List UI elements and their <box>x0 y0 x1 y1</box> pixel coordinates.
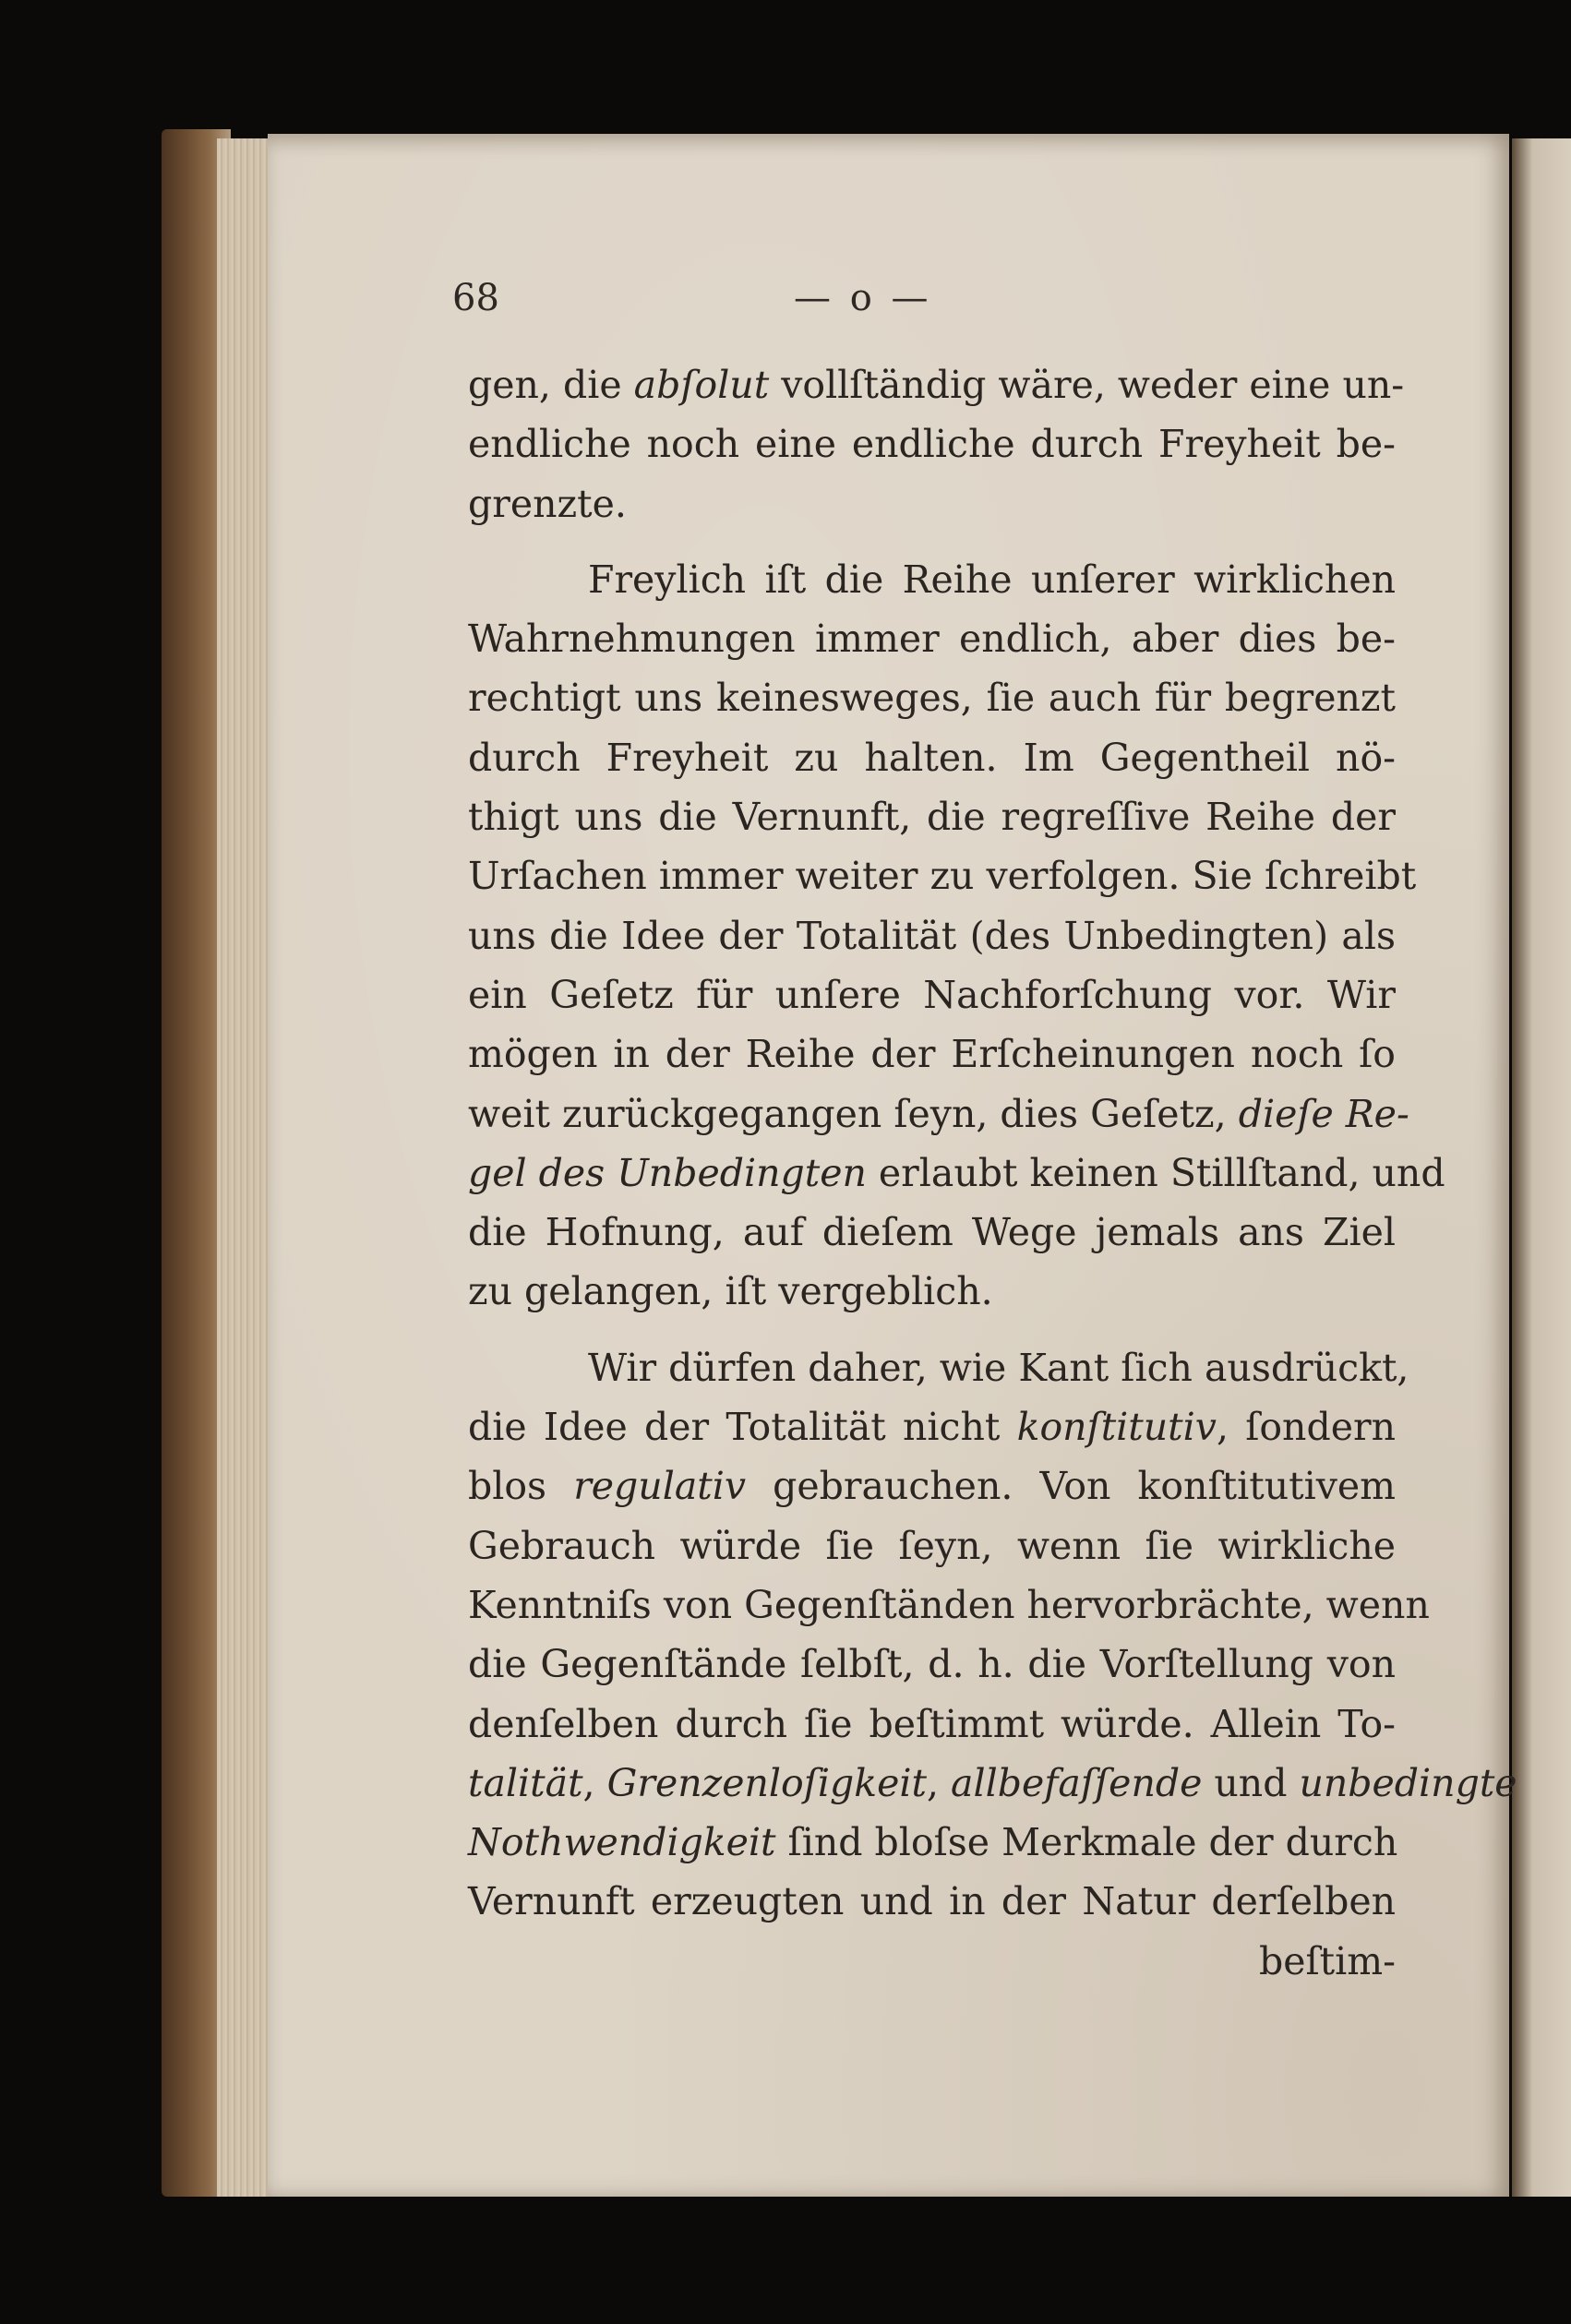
text-line: Freylich iſt die Reihe unſerer wirklichen <box>588 557 1396 602</box>
text-line: zu gelangen, iſt vergeblich. <box>468 1269 993 1314</box>
paragraph-1 <box>468 355 1405 533</box>
emphasis: konſtitutiv <box>1016 1405 1217 1450</box>
text-line: durch Freyheit zu halten. Im Gegentheil nö- <box>468 735 1396 780</box>
text-line: mögen in der Reihe der Erſcheinungen noch ſo <box>468 1032 1396 1077</box>
text-line: Wahrnehmungen immer endlich, aber dies be- <box>468 617 1396 662</box>
header-ornament: — o — <box>794 277 932 319</box>
body-text <box>468 355 1517 1991</box>
emphasis: dieſe Re- <box>1238 1091 1409 1136</box>
text-line: rechtigt uns keinesweges, ſie auch für begrenzt <box>468 676 1396 721</box>
text-line: die Gegenſtände ſelbſt, d. h. die Vorſtellung von <box>468 1642 1396 1687</box>
text-line: Nothwendigkeit ſind bloſse Merkmale der durch <box>468 1820 1398 1865</box>
emphasis: unbedingte <box>1299 1760 1517 1805</box>
text-line: Kenntniſs von Gegenſtänden hervorbrächte, wenn <box>468 1582 1430 1627</box>
text-line: uns die Idee der Totalität (des Unbedingten) als <box>468 913 1396 958</box>
text-line: ein Geſetz für unſere Nachforſchung vor. Wir <box>468 972 1396 1017</box>
text-line: die Hofnung, auf dieſem Wege jemals ans Ziel <box>468 1210 1396 1255</box>
text-line: Vernunft erzeugten und in der Natur derſelben <box>468 1879 1396 1924</box>
text-line: blos regulativ gebrauchen. Von konſtitutivem <box>468 1464 1396 1509</box>
text-line: endliche noch eine endliche durch Freyheit be- <box>468 422 1396 467</box>
text-line: gen, die abſolut vollſtändig wäre, weder eine un- <box>468 363 1405 407</box>
emphasis: Nothwendigkeit <box>468 1820 776 1865</box>
text-line: grenzte. <box>468 481 627 526</box>
text-line: talität, Grenzenloſigkeit, allbefaſſende und unbedingte <box>468 1760 1517 1805</box>
emphasis: gel des Unbedingten <box>468 1150 867 1195</box>
page-header <box>452 277 1375 332</box>
text-line: thigt uns die Vernunft, die regreſſive Reihe der <box>468 795 1396 840</box>
emphasis: abſolut <box>633 363 770 407</box>
text-line: Gebrauch würde ſie ſeyn, wenn ſie wirkliche <box>468 1523 1396 1568</box>
paragraph-2 <box>468 550 1445 1322</box>
text-line: Wir dürfen daher, wie Kant ſich ausdrückt, <box>588 1345 1409 1390</box>
emphasis: allbefaſſende <box>951 1760 1203 1805</box>
text-line: weit zurückgegangen ſeyn, dies Geſetz, dieſe Re- <box>468 1091 1409 1136</box>
emphasis: regulativ <box>573 1464 747 1509</box>
text-line: Urſachen immer weiter zu verfolgen. Sie ſchreibt <box>468 854 1417 899</box>
facing-page-edge <box>1512 138 1571 2197</box>
page-number: 68 <box>452 277 499 319</box>
text-line: denſelben durch ſie beſtimmt würde. Allein To- <box>468 1701 1396 1746</box>
catchword: beſtim- <box>1258 1938 1396 1983</box>
paragraph-3 <box>468 1338 1517 1991</box>
emphasis: Grenzenloſigkeit <box>606 1760 927 1805</box>
emphasis: talität <box>468 1760 583 1805</box>
text-line: die Idee der Totalität nicht konſtitutiv, ſondern <box>468 1405 1396 1450</box>
text-line: gel des Unbedingten erlaubt keinen Stillſtand, und <box>468 1150 1445 1195</box>
